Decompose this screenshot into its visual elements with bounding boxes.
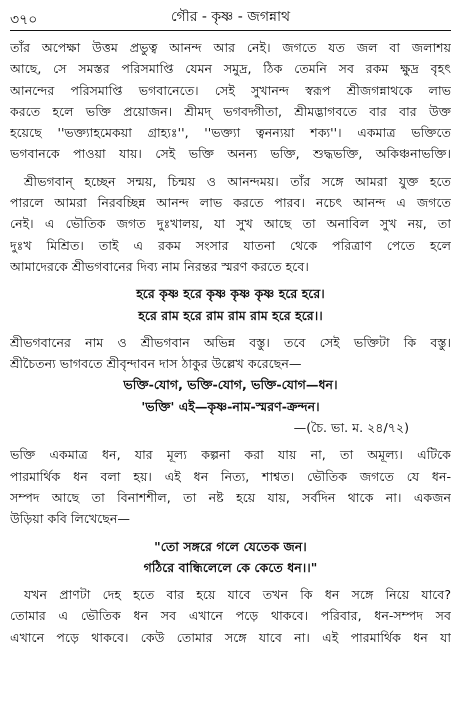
paragraph-3 (10, 332, 451, 375)
text-line: উড়িয়া কবি লিখেছেন— (10, 511, 131, 527)
page-header (10, 4, 451, 31)
page-number: ৩৭০ (10, 12, 38, 28)
paragraph-4 (10, 444, 451, 529)
text-line: তাঁর অপেক্ষা উত্তম প্রভুত্ব আনন্দ আর নেই। জগতে যত জল বা জলাশয় (10, 40, 451, 55)
text-line: তোমার এ ভৌতিক ধন সব এখানে পড়ে থাকবে। পরিবার, ধন-সম্পদ সব (10, 608, 451, 624)
text-line: পারমার্থিক ধন বলা হয়। এই ধন নিত্য, শাশ্বত। ভৌতিক জগতে যে ধন- (10, 468, 451, 484)
text-line: হয়েছে ''ভক্ত্যাহমেকয়া গ্রাহ্যঃ'', ''ভক্ত্যা ত্বনন্যয়া শক্য''। একমাত্র ভক্তিতে (10, 125, 451, 141)
text-line: ভক্তি একমাত্র ধন, যার মূল্য কল্পনা করা যায় না, তা অমূল্য। এটিকে (10, 447, 451, 463)
quote-block-2 (10, 536, 451, 579)
text-line: নেই। এ ভৌতিক জগত দুঃখালয়, যা সুখ আছে তা অনাবিল সুখ নয়, তা (10, 216, 451, 232)
text-line: শ্রীচৈতন্য ভাগবতে শ্রীবৃন্দাবন দাস ঠাকুর উল্লেখ করেছেন— (10, 356, 302, 372)
text-line: আমাদেরকে শ্রীভগবানের দিব্য নাম নিরন্তর স্মরণ করতে হবে। (10, 258, 309, 274)
text-line: আছে, সে সমস্তর পরিসমাপ্তি যেমন সমুদ্র, ঠিক তেমনি সব রকম ক্ষুদ্র বৃহৎ (10, 61, 451, 77)
mantra-block (10, 283, 451, 326)
quote-block-1 (10, 374, 451, 438)
quote-line: 'ভক্তি' এই—কৃষ্ণ-নাম-স্মরণ-ক্রন্দন। (141, 398, 320, 414)
text-line: সম্পদ আছে তা বিনাশশীল, তা নষ্ট হয়ে যায়, সর্বদিন থাকে না। একজন (10, 489, 451, 505)
text-line: দুঃখ মিশ্রিত। তাই এ রকম সংসার যাতনা থেকে পরিত্রাণ পেতে হলে (10, 237, 451, 253)
mantra-line: হরে কৃষ্ণ হরে কৃষ্ণ কৃষ্ণ কৃষ্ণ হরে হরে। (136, 286, 325, 302)
text-line: শ্রীভগবানের নাম ও শ্রীভগবান অভিন্ন বস্তু। তবে সেই ভক্তিটা কি বস্তু। (10, 334, 451, 350)
paragraph-1 (10, 37, 451, 165)
text-line: পারলে আমরা নিরবচ্ছিন্ন আনন্দ লাভ করতে পারব। নচেৎ আনন্দ এ জগতে (10, 195, 451, 211)
running-title: গৌর - কৃষ্ণ - জগন্নাথ (170, 9, 291, 25)
quote-line: ভক্তি-যোগ, ভক্তি-যোগ, ভক্তি-যোগ—ধন। (123, 377, 338, 393)
quote-line: "তো সঙ্গরে গলে যেতেক জন। (154, 538, 307, 554)
text-line: আনন্দের পরিসমাপ্তি ভগবানেতে। সেই সুখানন্দ স্বরূপ শ্রীজগন্নাথকে লাভ (10, 82, 451, 98)
quote-line: গঠিরে বান্ধিলেলে কে কেতে ধন।।" (143, 559, 318, 575)
quote-reference: —(চৈ. ভা. ম. ২৪/৭২) (293, 420, 409, 436)
paragraph-2 (10, 171, 451, 277)
mantra-line: হরে রাম হরে রাম রাম রাম হরে হরে।। (138, 307, 323, 323)
text-line: এখানে পড়ে থাকবে। কেউ তোমার সঙ্গে যাবে না। এই পারমার্থিক ধন যা (10, 629, 451, 645)
paragraph-5 (10, 584, 451, 648)
text-line: যখন প্রাণটা দেহ হতে বার হয়ে যাবে তখন কি ধন সঙ্গে নিয়ে যাবে? (24, 587, 451, 603)
text-line: করতে হলে ভক্তি প্রয়োজন। শ্রীমদ্ ভগবদ্গীতা, শ্রীমদ্ভাগবতে বার বার উক্ত (10, 103, 451, 119)
page-body (10, 37, 451, 648)
text-line: শ্রীভগবান্ হচ্ছেন সন্ময়, চিন্ময় ও আনন্দময়। তাঁর সঙ্গে আমরা যুক্ত হতে (24, 173, 451, 189)
text-line: ভগবানকে পাওয়া যায়। সেই ভক্তি অনন্য ভক্তি, শুদ্ধভক্তি, অকিঞ্চনাভক্তি। (10, 146, 451, 162)
